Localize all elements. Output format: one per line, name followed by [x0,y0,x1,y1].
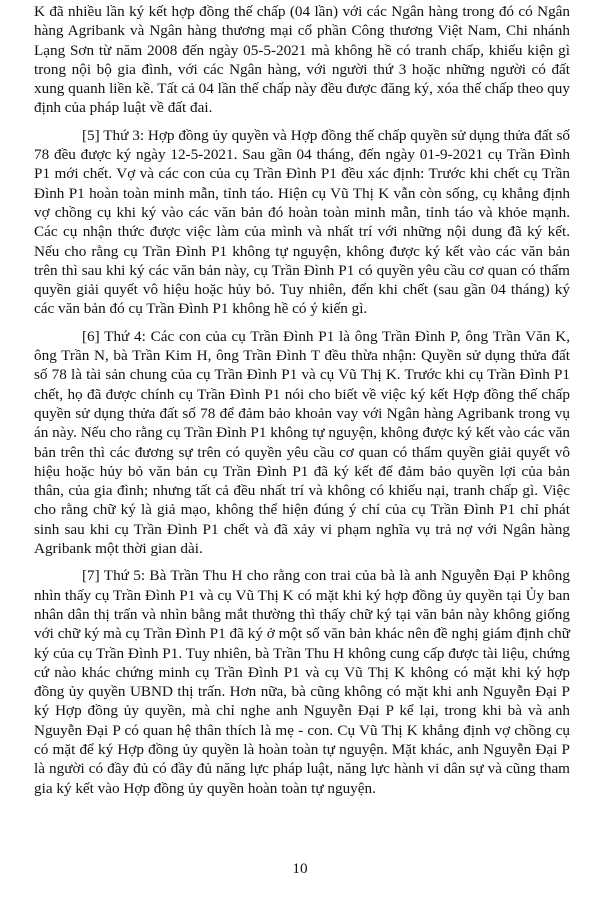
paragraph-5: [5] Thứ 3: Hợp đồng ủy quyền và Hợp đồng thế chấp quyền sử dụng thửa đất số 78 đều được ký ngày 12-5-2021. Sau gần 04 tháng, đến ngày 01-9-2021 cụ Trần Đình P1 mới chết. Vợ và các con của cụ Trần Đình P1 đều xác định: Trước khi chết cụ Trần Đình P1 hoàn toàn minh mẫn, tỉnh táo. Hiện cụ Vũ Thị K vẫn còn sống, cụ khẳng định vợ chồng cụ khi ký vào các văn bản đó hoàn toàn minh mẫn, tỉnh táo và khỏe mạnh. Các cụ nhận thức được việc làm của mình và nhất trí với những nội dung đã ký kết. Nếu cho rằng cụ Trần Đình P1 không tự nguyện, không được ký kết vào các văn bản trên thì sau khi ký các văn bản này, cụ Trần Đình P1 có quyền yêu cầu cơ quan có thẩm quyền giải quyết vô hiệu hoặc hủy bỏ. Tuy nhiên, đến khi chết (sau gần 04 tháng) ký các văn bản đó cụ Trần Đình P1 không hề có ý kiến gì. [34,126,570,318]
page-number: 10 [292,860,308,877]
paragraph-7: [7] Thứ 5: Bà Trần Thu H cho rằng con trai của bà là anh Nguyễn Đại P không nhìn thấy cụ Trần Đình P1 và cụ Vũ Thị K có mặt khi ký hợp đồng ủy quyền tại Ủy ban nhân dân thị trấn và nhìn bằng mắt thường thì thấy chữ ký tại văn bản này không giống với chữ ký mà cụ Trần Đình P1 đã ký ở một số văn bản khác nên đề nghị giám định chữ ký của cụ Trần Đình P1. Tuy nhiên, bà Trần Thu H không cung cấp được tài liệu, chứng cứ nào khác chứng minh cụ Trần Đình P1 và cụ Vũ Thị K không có mặt khi ký hợp đồng ủy quyền UBND thị trấn. Hơn nữa, bà cũng không có mặt khi anh Nguyễn Đại P ký Hợp đồng ủy quyền, mà chỉ nghe anh Nguyễn Đại P kể lại, trong khi bà và anh Nguyễn Đại P có quan hệ thân thích là mẹ - con. Cụ Vũ Thị K khẳng định vợ chồng cụ có mặt để ký Hợp đồng ủy quyền là hoàn toàn tự nguyện. Mặt khác, anh Nguyễn Đại P là người có đầy đủ có đầy đủ năng lực pháp luật, năng lực hành vi dân sự và cũng tham gia ký kết vào Hợp đồng ủy quyền hoàn toàn tự nguyện. [34,567,570,797]
document-page [34,2,570,798]
paragraph-6: [6] Thứ 4: Các con của cụ Trần Đình P1 là ông Trần Đình P, ông Trần Văn K, ông Trần N, bà Trần Kim H, ông Trần Đình T đều thừa nhận: Quyền sử dụng thửa đất số 78 là tài sản chung của cụ Trần Đình P1 và cụ Vũ Thị K. Trước khi cụ Trần Đình P1 chết, họ đã được chính cụ Trần Đình P1 nói cho biết về việc ký kết Hợp đồng thế chấp quyền sử dụng thửa đất số 78 để đảm bảo khoản vay với Ngân hàng Agribank trong vụ án này. Nếu cho rằng cụ Trần Đình P1 không tự nguyện, không được ký kết vào các văn bản trên thì các đương sự trên có quyền yêu cầu cơ quan có thẩm quyền giải quyết vô hiệu hoặc hủy bỏ văn bản cụ Trần Đình P1 đã ký kết để đảm bảo quyền lợi của bản thân, của gia đình; nhưng tất cả đều nhất trí và không có khiếu nại, tranh chấp gì. Việc cho rằng chữ ký là giả mạo, không thể hiện đúng ý chí của cụ Trần Đình P1 chỉ phát sinh sau khi cụ Trần Đình P1 chết và đã xảy vi phạm nghĩa vụ trả nợ với Ngân hàng Agribank một thời gian dài. [34,327,570,558]
paragraph-continuation: K đã nhiều lần ký kết hợp đồng thế chấp (04 lần) với các Ngân hàng trong đó có Ngân hàng Agribank và Ngân hàng thương mại cổ phần Công thương Việt Nam, Chi nhánh Lạng Sơn từ năm 2008 đến ngày 05-5-2021 mà không hề có tranh chấp, khiếu kiện gì trong nội bộ gia đình, với các Ngân hàng, với người thứ 3 hoặc những người có đất xung quanh liền kề. Tất cả 04 lần thế chấp này đều được đăng ký, xóa thế chấp theo quy định của pháp luật về đất đai. [34,3,570,117]
